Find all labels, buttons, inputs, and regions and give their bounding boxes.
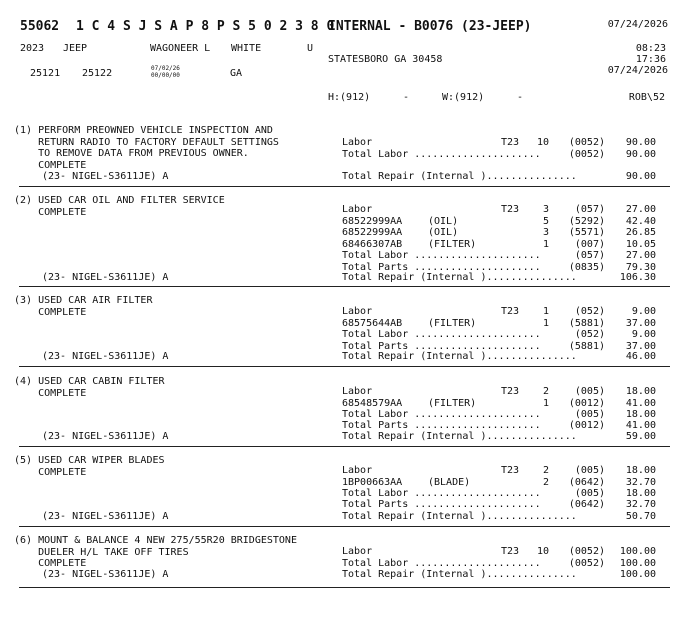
mileage-in: 25121 <box>30 68 61 79</box>
amount: 18.00 <box>625 488 656 499</box>
tech-code: T23 <box>501 204 520 215</box>
amount: 27.00 <box>625 204 656 215</box>
ro-number: 55062 <box>20 19 60 34</box>
amount: 32.70 <box>625 477 656 488</box>
entry-label: Labor <box>342 137 373 148</box>
tech-code: T23 <box>501 546 520 557</box>
line-description: TO REMOVE DATA FROM PREVIOUS OWNER. <box>14 148 249 159</box>
quantity: 1 <box>542 398 549 409</box>
entry-label: 68575644AB <box>342 318 403 329</box>
cost-code: (005) <box>574 386 605 397</box>
quantity: 2 <box>542 465 549 476</box>
cost-code: (0052) <box>568 137 605 148</box>
section-divider <box>19 186 670 187</box>
tech-code: T23 <box>501 306 520 317</box>
cost-code: (5881) <box>568 318 605 329</box>
work-phone-dash: - <box>517 92 524 103</box>
entry-label: Labor <box>342 386 373 397</box>
entry-label: Total Parts ..................... <box>342 420 541 431</box>
cost-code: (0012) <box>568 398 605 409</box>
amount: 46.00 <box>625 351 656 362</box>
amount: 59.00 <box>625 431 656 442</box>
vehicle-flag: U <box>307 43 314 54</box>
tech-code: T23 <box>501 465 520 476</box>
cost-code: (5881) <box>568 341 605 352</box>
entry-label: Total Repair (Internal )............... <box>342 272 577 283</box>
tech-code: T23 <box>501 386 520 397</box>
amount: 37.00 <box>625 318 656 329</box>
amount: 50.70 <box>625 511 656 522</box>
vehicle-color: WHITE <box>231 43 262 54</box>
cost-code: (005) <box>574 488 605 499</box>
amount: 26.85 <box>625 227 656 238</box>
line-description: COMPLETE <box>14 558 87 569</box>
cost-code: (052) <box>574 306 605 317</box>
amount: 18.00 <box>625 409 656 420</box>
technician: (23- NIGEL-S3611JE) A <box>42 351 169 362</box>
amount: 41.00 <box>625 398 656 409</box>
document-title: INTERNAL - B0076 (23-JEEP) <box>328 19 532 34</box>
line-description: COMPLETE <box>14 387 87 399</box>
entry-label: Total Parts ..................... <box>342 499 541 510</box>
time-in: 08:23 <box>635 43 666 54</box>
advisor: ROB\52 <box>628 92 665 103</box>
line-description: DUELER H/L TAKE OFF TIRES <box>14 546 189 558</box>
amount: 27.00 <box>625 250 656 261</box>
entry-label: Total Labor ..................... <box>342 329 541 340</box>
amount: 18.00 <box>625 465 656 476</box>
cost-code: (0052) <box>568 558 605 569</box>
amount: 100.00 <box>619 558 656 569</box>
part-description: (BLADE) <box>428 477 471 488</box>
entry-label: Total Repair (Internal )............... <box>342 431 577 442</box>
work-phone: W:(912) <box>442 92 485 103</box>
vehicle-year: 2023 <box>20 43 45 54</box>
entry-label: Total Repair (Internal )............... <box>342 569 577 580</box>
line-description: (5) USED CAR WIPER BLADES <box>14 455 165 466</box>
line-description: COMPLETE <box>14 206 87 218</box>
entry-label: Labor <box>342 204 373 215</box>
amount: 79.30 <box>625 262 656 273</box>
home-phone: H:(912) <box>328 92 371 103</box>
vehicle-model: WAGONEER L <box>150 43 211 54</box>
entry-label: Total Parts ..................... <box>342 262 541 273</box>
amount: 9.00 <box>631 329 656 340</box>
entry-label: Total Parts ..................... <box>342 341 541 352</box>
technician: (23- NIGEL-S3611JE) A <box>42 431 169 442</box>
technician: (23- NIGEL-S3611JE) A <box>42 569 169 580</box>
date-second: 07/24/2026 <box>607 65 668 76</box>
amount: 100.00 <box>619 569 656 580</box>
line-description: (1) PERFORM PREOWNED VEHICLE INSPECTION AND <box>14 125 273 136</box>
quantity: 2 <box>542 477 549 488</box>
mileage-out: 25122 <box>82 68 113 79</box>
cost-code: (052) <box>574 329 605 340</box>
cost-code: (0642) <box>568 499 605 510</box>
amount: 42.40 <box>625 216 656 227</box>
line-description: RETURN RADIO TO FACTORY DEFAULT SETTINGS <box>14 136 279 148</box>
entry-label: 68522999AA <box>342 216 403 227</box>
quantity: 10 <box>536 546 549 557</box>
entry-label: Total Repair (Internal )............... <box>342 171 577 182</box>
part-description: (OIL) <box>428 227 459 238</box>
entry-label: Total Labor ..................... <box>342 149 541 160</box>
amount: 9.00 <box>631 306 656 317</box>
technician: (23- NIGEL-S3611JE) A <box>42 272 169 283</box>
cost-code: (007) <box>574 239 605 250</box>
entry-label: Total Labor ..................... <box>342 558 541 569</box>
amount: 90.00 <box>625 137 656 148</box>
cost-code: (0642) <box>568 477 605 488</box>
cost-code: (0052) <box>568 546 605 557</box>
entry-label: 68466307AB <box>342 239 403 250</box>
cost-code: (057) <box>574 250 605 261</box>
section-divider <box>19 366 670 367</box>
quantity: 2 <box>542 386 549 397</box>
amount: 10.05 <box>625 239 656 250</box>
cost-code: (0012) <box>568 420 605 431</box>
section-divider <box>19 587 670 588</box>
amount: 41.00 <box>625 420 656 431</box>
section-divider <box>19 526 670 527</box>
small-date-2: 00/00/00 <box>151 72 180 79</box>
home-phone-dash: - <box>403 92 410 103</box>
small-date-1: 07/02/26 <box>151 65 180 72</box>
entry-label: 68548579AA <box>342 398 403 409</box>
quantity: 3 <box>542 227 549 238</box>
tech-code: T23 <box>501 137 520 148</box>
time-out: 17:36 <box>635 54 666 65</box>
entry-label: Total Repair (Internal )............... <box>342 351 577 362</box>
location: STATESBORO GA 30458 <box>328 54 443 65</box>
entry-label: Total Labor ..................... <box>342 488 541 499</box>
date-top: 07/24/2026 <box>607 19 668 30</box>
entry-label: 1BP00663AA <box>342 477 403 488</box>
cost-code: (5292) <box>568 216 605 227</box>
section-divider <box>19 286 670 287</box>
amount: 18.00 <box>625 386 656 397</box>
quantity: 1 <box>542 306 549 317</box>
line-description: COMPLETE <box>14 466 87 478</box>
line-description: COMPLETE <box>14 306 87 318</box>
part-description: (OIL) <box>428 216 459 227</box>
state: GA <box>230 68 243 79</box>
technician: (23- NIGEL-S3611JE) A <box>42 511 169 522</box>
technician: (23- NIGEL-S3611JE) A <box>42 171 169 182</box>
cost-code: (0052) <box>568 149 605 160</box>
amount: 90.00 <box>625 149 656 160</box>
cost-code: (057) <box>574 204 605 215</box>
amount: 90.00 <box>625 171 656 182</box>
cost-code: (0835) <box>568 262 605 273</box>
cost-code: (005) <box>574 409 605 420</box>
quantity: 3 <box>542 204 549 215</box>
entry-label: Total Labor ..................... <box>342 409 541 420</box>
part-description: (FILTER) <box>428 239 477 250</box>
amount: 106.30 <box>619 272 656 283</box>
line-description: (4) USED CAR CABIN FILTER <box>14 376 165 387</box>
amount: 37.00 <box>625 341 656 352</box>
part-description: (FILTER) <box>428 318 477 329</box>
part-description: (FILTER) <box>428 398 477 409</box>
quantity: 1 <box>542 239 549 250</box>
entry-label: Total Repair (Internal )............... <box>342 511 577 522</box>
cost-code: (005) <box>574 465 605 476</box>
quantity: 10 <box>536 137 549 148</box>
line-description: (6) MOUNT & BALANCE 4 NEW 275/55R20 BRIDGESTONE <box>14 535 297 546</box>
vin: 1 C 4 S J S A P 8 P S 5 0 2 3 8 0 <box>76 19 335 34</box>
line-description: (3) USED CAR AIR FILTER <box>14 295 153 306</box>
entry-label: Labor <box>342 306 373 317</box>
entry-label: Labor <box>342 465 373 476</box>
cost-code: (5571) <box>568 227 605 238</box>
entry-label: Labor <box>342 546 373 557</box>
quantity: 1 <box>542 318 549 329</box>
section-divider <box>19 446 670 447</box>
entry-label: 68522999AA <box>342 227 403 238</box>
vehicle-make: JEEP <box>63 43 88 54</box>
amount: 32.70 <box>625 499 656 510</box>
entry-label: Total Labor ..................... <box>342 250 541 261</box>
line-description: (2) USED CAR OIL AND FILTER SERVICE <box>14 195 225 206</box>
amount: 100.00 <box>619 546 656 557</box>
line-description: COMPLETE <box>14 159 87 171</box>
quantity: 5 <box>542 216 549 227</box>
